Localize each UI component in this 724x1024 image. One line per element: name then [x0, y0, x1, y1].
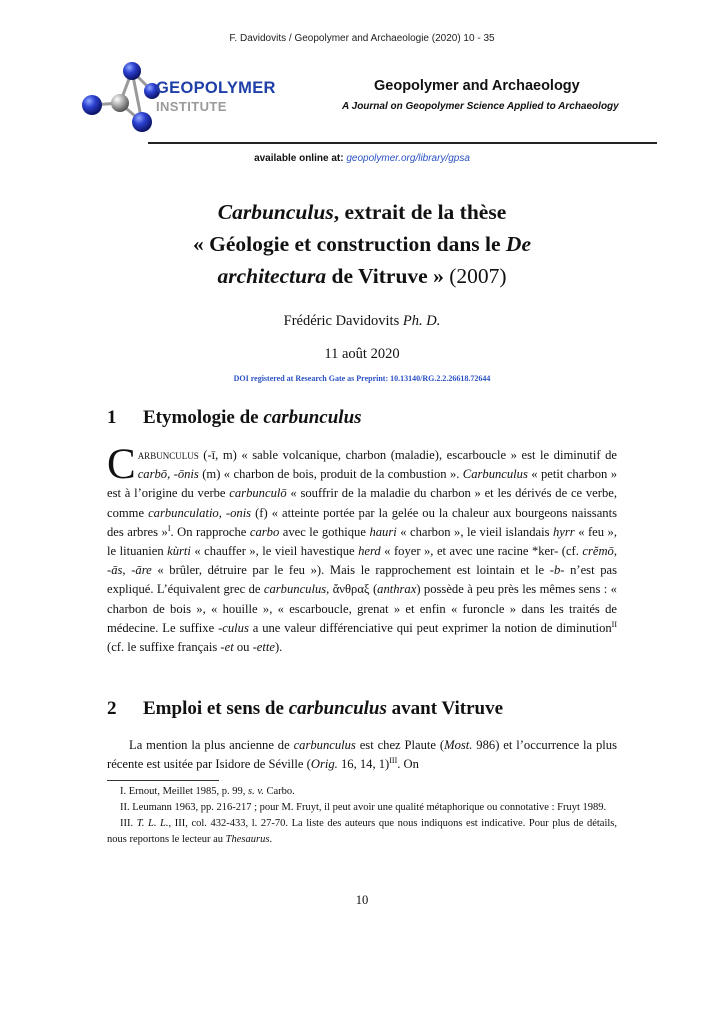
- text: . On: [397, 757, 419, 772]
- title-part: De: [505, 232, 531, 256]
- text: « chauffer », le vieil havestique: [190, 544, 359, 559]
- text: (f) « atteinte portée par la gelée ou la chaleur aux bourgeons naissants des arbres »: [107, 505, 617, 539]
- title-part: Carbunculus: [217, 200, 334, 224]
- section-number: 2: [107, 698, 117, 719]
- footnotes: [107, 784, 617, 848]
- text: « charbon », le vieil islandais: [396, 524, 553, 539]
- italic-term: -ās: [107, 563, 123, 578]
- footnote-item: [107, 784, 617, 800]
- text: ou: [233, 640, 253, 655]
- header-rule: [148, 142, 657, 144]
- footnote-italic: s. v.: [248, 786, 264, 797]
- author-line: [0, 313, 724, 330]
- available-label: available online at:: [254, 153, 344, 164]
- text: avec le gothique: [279, 524, 370, 539]
- text: ).: [274, 640, 283, 655]
- smallcaps-word: arbunculus: [137, 448, 199, 462]
- italic-term: carbō: [137, 467, 168, 482]
- section-title-italic: carbunculus: [288, 698, 387, 719]
- footnote-item: [107, 800, 617, 816]
- text: (cf. le suffixe français: [107, 640, 221, 655]
- section-1-heading: [107, 407, 362, 429]
- page-number: 10: [355, 893, 369, 907]
- institute-name-line2: INSTITUTE: [156, 99, 227, 114]
- footnote-text: .: [269, 834, 273, 845]
- text: , -: [218, 505, 231, 520]
- text: (-ī, m) « sable volcanique, charbon (maladie), escarboucle » est le diminutif de: [198, 448, 617, 462]
- italic-term: carbo: [249, 524, 280, 539]
- section-title: avant Vitruve: [386, 698, 503, 719]
- footnote-ref[interactable]: II: [611, 619, 617, 629]
- footnote-italic: Thesaurus: [225, 834, 270, 845]
- footnote-ref[interactable]: III: [389, 756, 398, 766]
- footnote-text: Carbo.: [263, 786, 295, 797]
- logo-atom: [132, 112, 152, 132]
- footnote-text: II. Leumann 1963, pp. 216-217 ; pour M. Fruyt, il peut avoir une qualité métaphorique ou connotative : Fruyt 1989.: [120, 802, 607, 813]
- text: « souffrir de la maladie du charbon » et les dérivés de ce verbe, comme: [107, 486, 617, 520]
- running-head: F. Davidovits / Geopolymer and Archaeologie (2020) 10 - 35: [229, 33, 495, 44]
- text: (m) « charbon de bois, produit de la combustion ».: [198, 467, 463, 482]
- italic-term: carbunculatio: [148, 505, 219, 520]
- italic-term: -ette: [252, 640, 275, 655]
- journal-subtitle: A Journal on Geopolymer Science Applied to Archaeology: [342, 101, 619, 112]
- text: est chez Plaute (: [355, 738, 445, 752]
- publication-date: 11 août 2020: [324, 346, 400, 362]
- journal-title: Geopolymer and Archaeology: [374, 78, 580, 94]
- italic-term: Carbunculus: [462, 467, 528, 482]
- footnote-ref[interactable]: I: [167, 523, 171, 533]
- footnote-text: , III, col. 432-433, l. 27-70. La liste des auteurs que nous indiquons est indicative. Pour plus de détails, nous reportons le lecteur au: [107, 818, 617, 845]
- footnote-italic: T. L. L.: [136, 818, 169, 829]
- italic-term: -culus: [218, 620, 249, 635]
- institute-name-line1: GEOPOLYMER: [156, 79, 276, 97]
- title-part: architectura: [217, 264, 327, 288]
- italic-term: herd: [358, 544, 381, 559]
- section-1-paragraph: [107, 441, 618, 657]
- footnote-text: III.: [120, 818, 137, 829]
- author-degree: Ph. D.: [402, 313, 441, 329]
- title-part: , extrait de la thèse: [333, 200, 507, 224]
- logo-atom: [123, 62, 141, 80]
- italic-term: hauri: [369, 524, 397, 539]
- italic-term: crĕmō: [582, 544, 614, 559]
- section-2-paragraph: [107, 736, 617, 774]
- text: , ἄνθραξ (: [326, 582, 378, 597]
- italic-term: hyrr: [553, 524, 575, 539]
- drop-cap: C: [107, 441, 136, 488]
- text: . On rapproche: [170, 524, 250, 539]
- italic-term: anthrax: [377, 582, 417, 597]
- footnote-item: [107, 816, 617, 848]
- section-2-heading: [107, 698, 503, 720]
- italic-term: onis: [230, 505, 252, 520]
- italic-term: Orig.: [310, 757, 338, 772]
- text: 16, 14, 1): [337, 757, 390, 772]
- text: « foyer », et avec une racine *ker- (cf.: [380, 544, 583, 559]
- italic-term: carbunculus: [263, 582, 327, 597]
- footnote-rule: [107, 780, 219, 781]
- italic-term: carbunculus: [293, 738, 356, 752]
- geopolymer-institute-logo: [70, 58, 290, 138]
- italic-term: -b-: [549, 563, 565, 578]
- italic-term: carbunculō: [229, 486, 287, 501]
- italic-term: Most.: [444, 738, 473, 752]
- doi-link[interactable]: DOI registered at Research Gate as Preprint: 10.13140/RG.2.2.26618.72644: [233, 374, 491, 383]
- text: ,: [167, 467, 174, 482]
- text: « brûler, détruire par le feu »). Mais le rapprochement est lointain et le: [151, 563, 550, 578]
- author-name: Frédéric Davidovits: [283, 313, 403, 329]
- logo-center-atom: [111, 94, 129, 112]
- article-title: [100, 196, 624, 292]
- section-number: 1: [107, 407, 117, 428]
- text: ) possède à peu près les mêmes sens : « charbon de bois », « houille », « escarboucle, grenat » et enfin « furoncle » dans les traités de médecine. Le suffixe: [107, 582, 617, 635]
- availability-line: [0, 153, 724, 164]
- italic-term: -et: [220, 640, 234, 655]
- available-url-link[interactable]: geopolymer.org/library/gpsa: [346, 153, 470, 164]
- text: 986) et l’occurrence la plus récente est usitée par Isidore de Séville (: [107, 738, 617, 772]
- footnote-text: I. Ernout, Meillet 1985, p. 99,: [120, 786, 249, 797]
- text: n’est pas expliqué. L’équivalent grec de: [107, 563, 618, 597]
- text: « petit charbon » est à l’origine du verbe: [107, 467, 617, 501]
- logo-atom: [82, 95, 102, 115]
- title-part: de Vitruve »: [326, 264, 444, 288]
- text: a une valeur différenciative qui peut exprimer la notion de diminution: [248, 620, 612, 635]
- italic-term: -ōnis: [173, 467, 199, 482]
- section-title-italic: carbunculus: [263, 407, 362, 428]
- section-title: Emploi et sens de: [143, 698, 289, 719]
- text: La mention la plus ancienne de: [129, 738, 294, 752]
- text: ,: [122, 563, 132, 578]
- italic-term: -āre: [131, 563, 152, 578]
- section-title: Etymologie de: [143, 407, 264, 428]
- text: ,: [613, 544, 618, 559]
- title-year: (2007): [443, 264, 507, 288]
- italic-term: kùrti: [167, 544, 191, 559]
- title-part: « Géologie et construction dans le: [193, 232, 506, 256]
- text: « feu », le lituanien: [107, 524, 617, 559]
